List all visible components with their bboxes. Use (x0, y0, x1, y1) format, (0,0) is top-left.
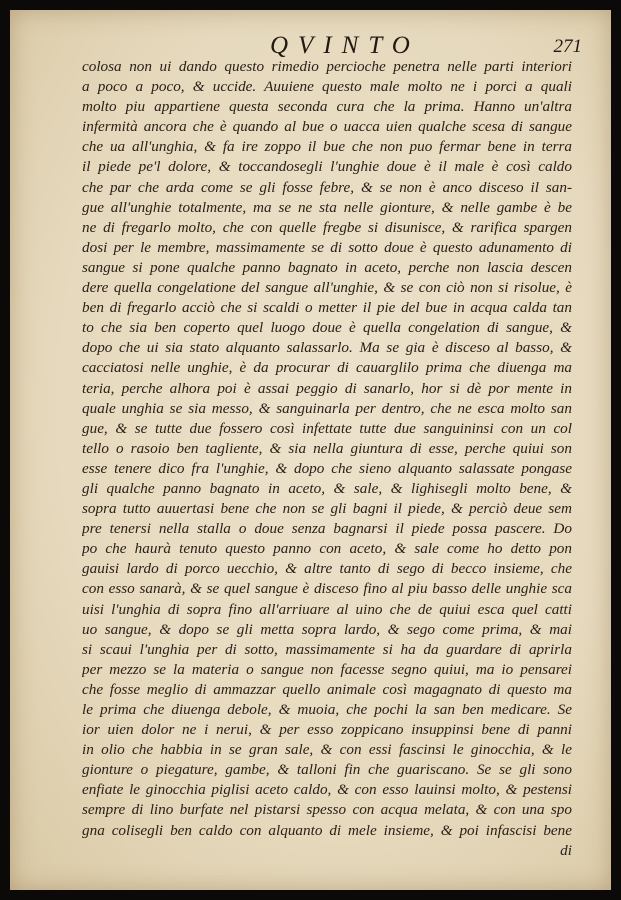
text-line: cacciatosi nelle unghie, è da procurar di cauarglilo prima che diuenga ma (82, 359, 572, 377)
book-page (10, 10, 611, 890)
text-line: che par che arda come se gli fosse febre, & se non è anco disceso il san- (82, 178, 572, 196)
text-line: enfiate le ginocchia piglisi aceto caldo, & con esso lauinsi molto, & pestensi (82, 781, 572, 799)
text-line: gue all'unghie totalmente, ma se ne sta nelle gionture, & nelle gambe è be (82, 198, 572, 216)
body-text (82, 57, 572, 861)
text-line: in olio che habbia in se gran sale, & con essi fascinsi le ginocchia, & le (82, 741, 572, 759)
text-line: gli qualche panno bagnato in aceto, & sale, & lighisegli molto bene, & (82, 479, 572, 497)
text-line: gna colisegli ben caldo con alquanto di mele insieme, & poi infascisi bene (82, 821, 572, 839)
text-line: pre tenersi nella stalla o doue senza bagnarsi il piede possa pascere. Do (82, 520, 572, 538)
text-line: ior uien dolor ne i nerui, & per esso zoppicano insuppinsi bene di panni (82, 721, 572, 739)
text-line: dosi per le membre, massimamente se di sotto doue è questo adunamento di (82, 238, 572, 256)
text-line: colosa non ui dando questo rimedio percioche penetra nelle parti interiori (82, 58, 572, 75)
text-line: sangue si pone qualche panno bagnato in aceto, perche non lascia descen (82, 258, 572, 276)
text-line: il piede pe'l dolore, & toccandosegli l'unghie doue è il male è così caldo (82, 158, 572, 176)
text-line: le prima che diuenga debole, & muoia, che pochi la san ben medicare. Se (82, 701, 572, 718)
page-number: 271 (553, 36, 582, 57)
text-line: si scaui l'unghia per di sotto, massimamente si ha da guardare di aprirla (82, 640, 572, 658)
text-line: a poco a poco, & uccide. Auuiene questo male molto ne i porci a quali (82, 78, 572, 96)
text-line: po che haurà tenuto questo panno con aceto, & sale come ho detto pon (82, 540, 572, 558)
text-line: che ua all'unghia, & fa ire zoppo il bue che non puo fermar bene in terra (82, 138, 572, 156)
text-line: gauisi lardo di porco uecchio, & altre tanto di sego di becco insieme, che (82, 560, 572, 578)
text-line: esse tenere dico fra l'unghie, & dopo che sieno alquanto salassate pongase (82, 459, 572, 477)
text-line: infermità ancora che è quando al bue o uacca uien qualche scesa di sangue (82, 118, 572, 136)
text-line: uisi l'unghia di sopra fino all'arriuare al uino che de quiui esca quel catti (82, 600, 572, 618)
text-line: to che sia ben coperto quel luogo doue è quella congelation di sangue, & (82, 319, 572, 337)
running-title: QVINTO (270, 32, 420, 59)
text-line: per mezzo se la materia o sangue non facesse segno quiui, ma io pensarei (82, 660, 572, 678)
text-line: gionture o piegature, gambe, & talloni fin che guariscano. Se se gli sono (82, 761, 572, 779)
text-line: che fosse meglio di ammazzar quello animale così magagnato di questo ma (82, 680, 572, 698)
text-line: quale unghia se sia messo, & sanguinarla per dentro, che ne esca molto san (82, 399, 572, 417)
text-line: molto piu appartiene questa seconda cura che la prima. Hanno un'altra (82, 98, 572, 116)
text-line: con esso sanarà, & se quel sangue è disceso fino al piu basso delle unghie sca (82, 580, 572, 598)
text-line: sempre di lino burfate nel pistarsi spesso con acqua melata, & con una spo (82, 801, 572, 819)
text-line: dere quella congelatione del sangue all'unghie, & se con ciò non si risolue, è (82, 279, 572, 297)
text-line: di (560, 841, 572, 859)
text-line: teria, perche alhora poi è assai peggio di sanarlo, hor si dè por mente in (82, 379, 572, 397)
text-line: dopo che ui sia stato alquanto salassarlo. Ma se gia è disceso al basso, & (82, 339, 572, 357)
text-line: sopra tutto auuertasi bene che non se gli bagni il piede, & perciò deue sem (82, 500, 572, 518)
text-line: uo sangue, & dopo se gli metta sopra lardo, & sego come prima, & mai (82, 620, 572, 638)
text-line: ne di fregarlo molto, che con quelle fregbe si disunisce, & rarifica spargen (82, 218, 572, 236)
text-line: gue, & se tutte due fossero così infettate tutte due sanguininsi con un col (82, 419, 572, 437)
text-line: tello o rasoio ben tagliente, & sia nella giuntura di esse, perche quiui son (82, 439, 572, 457)
text-line: ben di fregarlo acciò che si scaldi o metter il pie del bue in acqua calda tan (82, 299, 572, 317)
